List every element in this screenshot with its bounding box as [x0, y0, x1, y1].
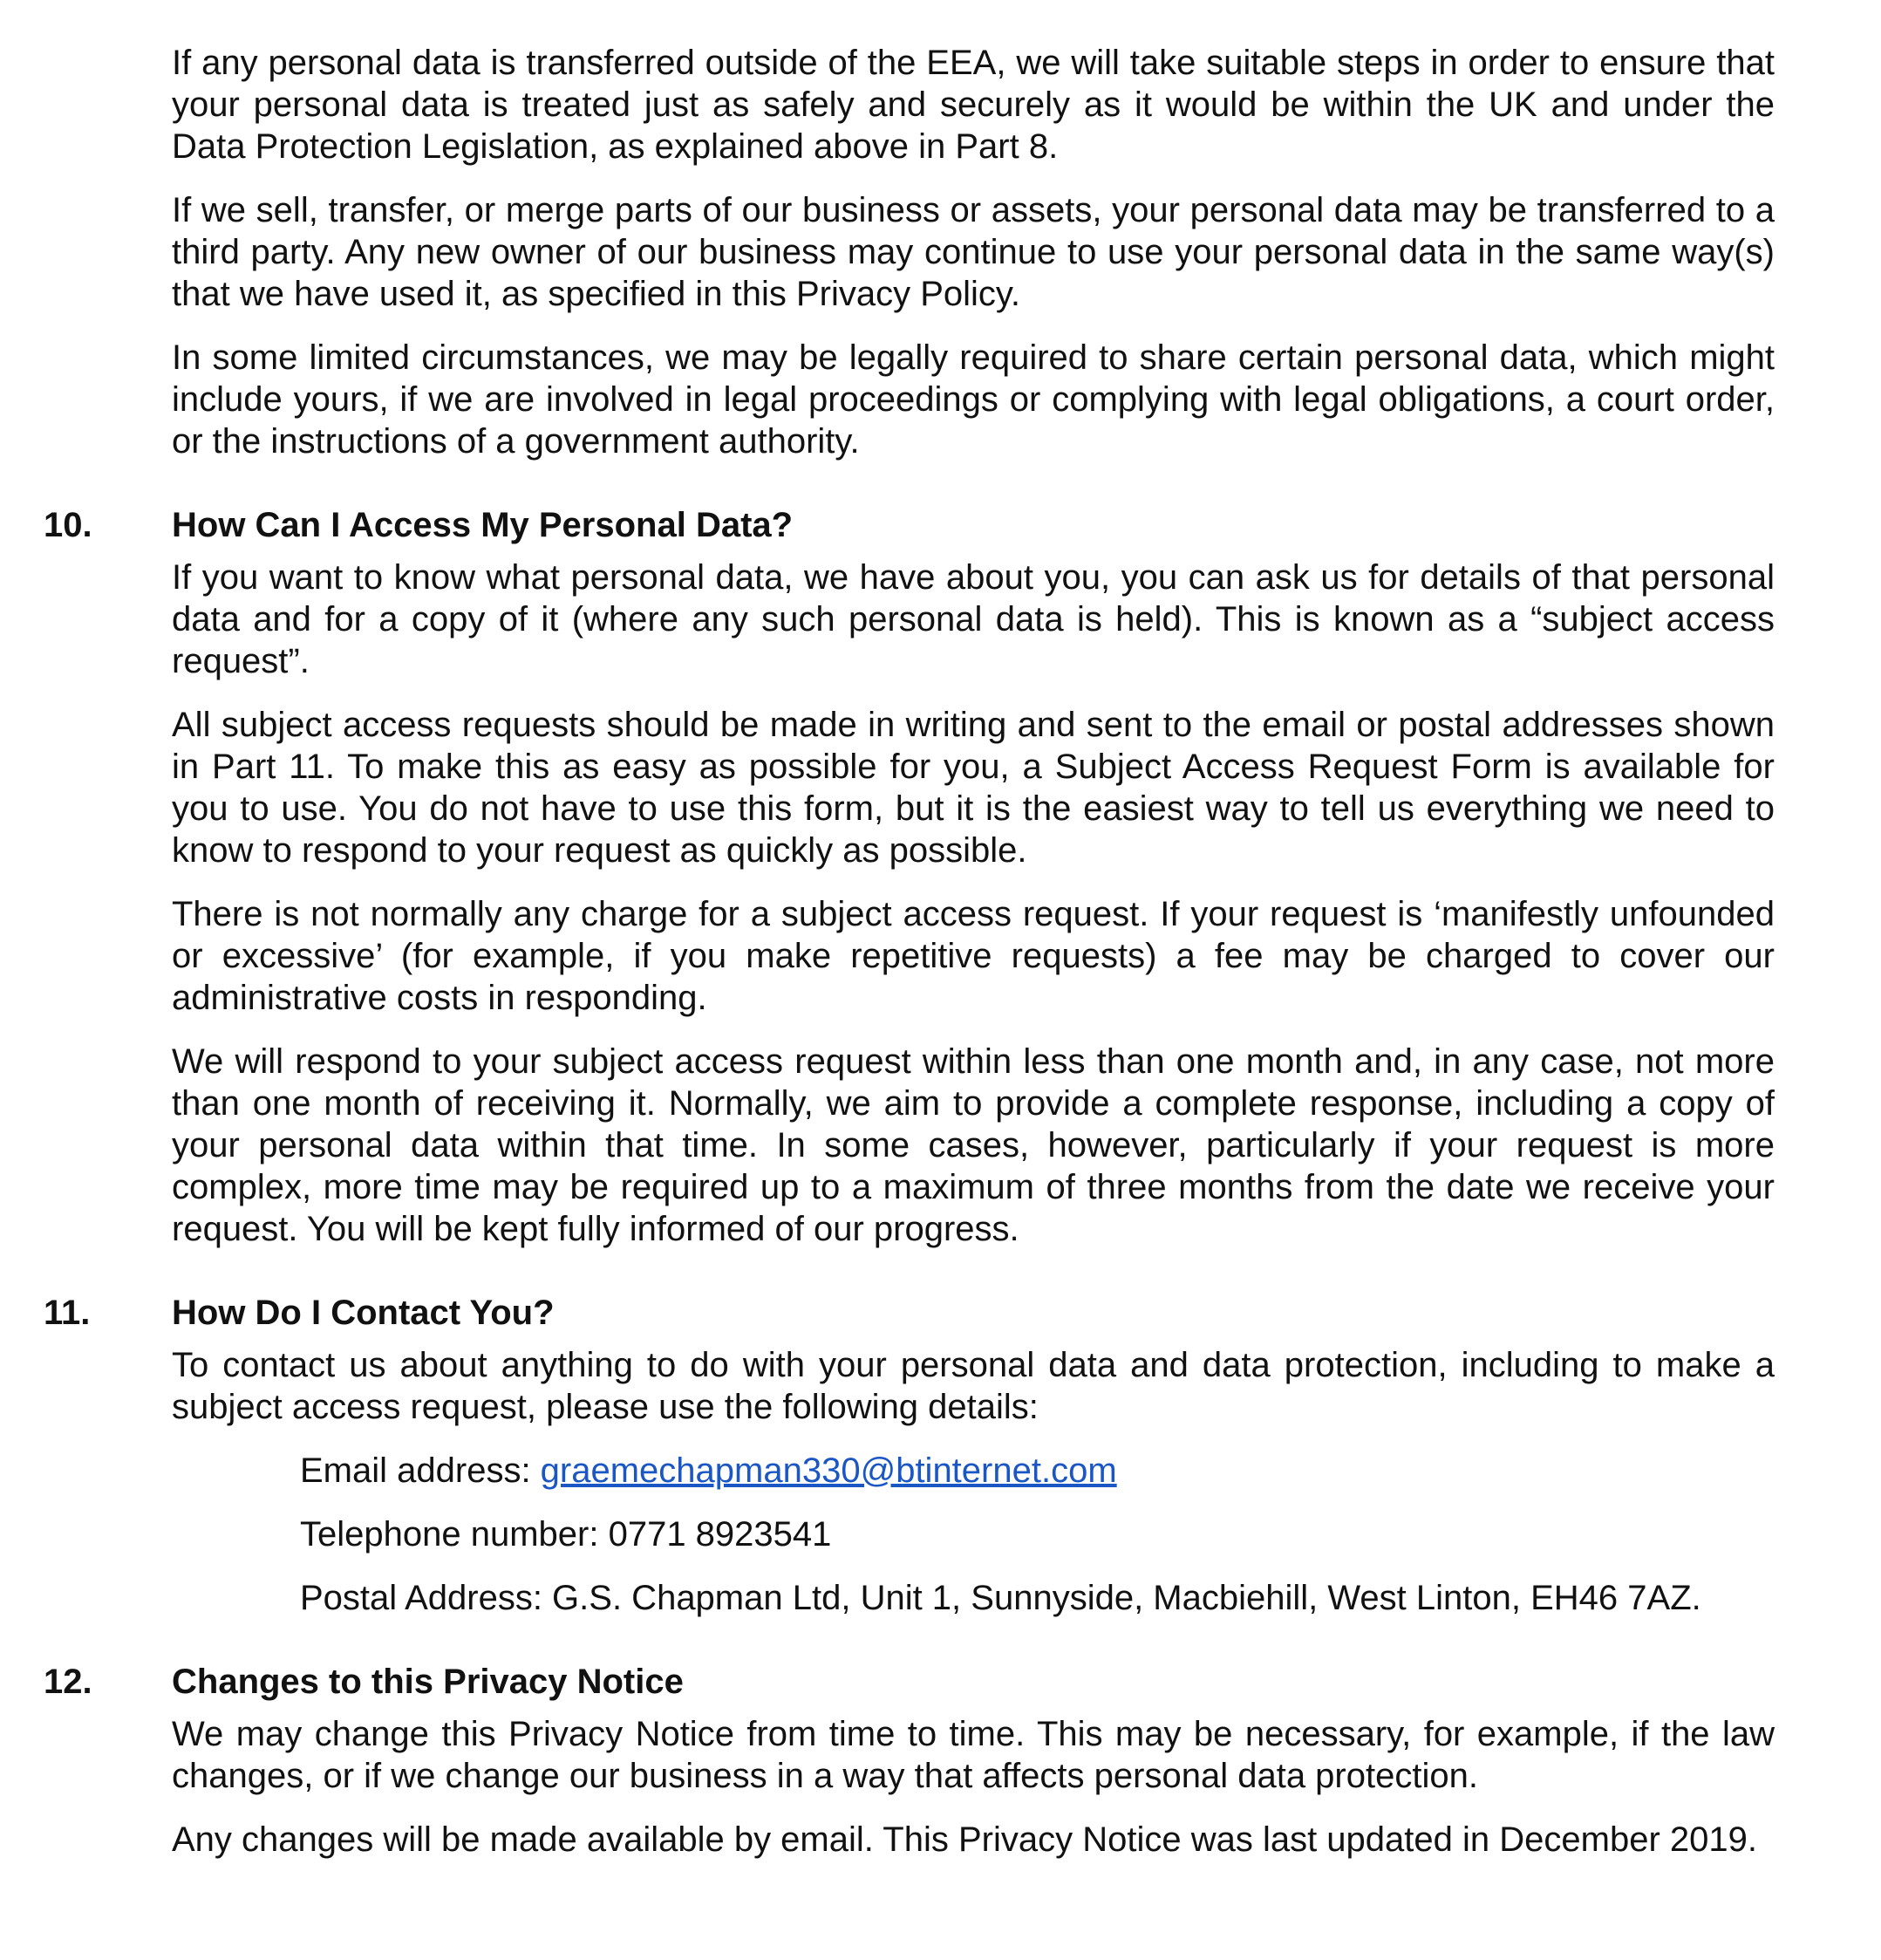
contact-phone-row	[300, 1513, 1881, 1555]
intro-paragraph: If we sell, transfer, or merge parts of our business or assets, your personal data may be transferred to a third party. Any new owner of our business may continue to use your personal data in the same way(s) that we have used it, as specified in this Privacy Policy.	[172, 191, 1775, 313]
section-11	[0, 1292, 1881, 1619]
section-number: 12.	[44, 1663, 92, 1701]
section-12	[0, 1661, 1881, 1861]
section-heading	[0, 1292, 1881, 1334]
section-heading	[0, 1661, 1881, 1703]
intro-paragraph: In some limited circumstances, we may be legally required to share certain personal data, which might include yours, if we are involved in legal proceedings or complying with legal obligations, a court order, or the instructions of a government authority.	[172, 338, 1775, 461]
email-label: Email address:	[300, 1451, 541, 1490]
contact-postal-row	[300, 1577, 1881, 1619]
section-paragraph: There is not normally any charge for a subject access request. If your request is ‘manifestly unfounded or excessive’ (for example, if you make repetitive requests) a fee may be charged to cover our administrative costs in responding.	[172, 895, 1775, 1017]
section-title: How Do I Contact You?	[172, 1294, 555, 1332]
section-number: 10.	[44, 506, 92, 544]
section-paragraph: If you want to know what personal data, we have about you, you can ask us for details of that personal data and for a copy of it (where any such personal data is held). This is known as a “subject access request”.	[172, 558, 1775, 680]
section-title: How Can I Access My Personal Data?	[172, 506, 794, 544]
section-paragraph: To contact us about anything to do with your personal data and data protection, including to make a subject access request, please use the following details:	[172, 1346, 1775, 1426]
section-paragraph: We may change this Privacy Notice from time to time. This may be necessary, for example, if the law changes, or if we change our business in a way that affects personal data protection.	[172, 1715, 1775, 1795]
section-number: 11.	[44, 1294, 91, 1332]
intro-block	[0, 0, 1881, 462]
section-10	[0, 504, 1881, 1250]
section-paragraph: Any changes will be made available by email. This Privacy Notice was last updated in December 2019.	[172, 1820, 1757, 1859]
intro-paragraph: If any personal data is transferred outside of the EEA, we will take suitable steps in order to ensure that your personal data is treated just as safely and securely as it would be within the UK and under the Data Protection Legislation, as explained above in Part 8.	[172, 44, 1775, 166]
section-paragraph: All subject access requests should be made in writing and sent to the email or postal addresses shown in Part 11. To make this as easy as possible for you, a Subject Access Request Form is available for you to use. You do not have to use this form, but it is the easiest way to tell us everything we need to know to respond to your request as quickly as possible.	[172, 706, 1775, 870]
section-title: Changes to this Privacy Notice	[172, 1663, 684, 1701]
phone-label: Telephone number:	[300, 1515, 609, 1554]
section-heading	[0, 504, 1881, 546]
contact-email-row	[300, 1450, 1881, 1492]
section-paragraph: We will respond to your subject access request within less than one month and, in any case, not more than one month of receiving it. Normally, we aim to provide a complete response, including a copy of your personal data within that time. In some cases, however, particularly if your request is more complex, more time may be required up to a maximum of three months from the date we receive your request. You will be kept fully informed of our progress.	[172, 1042, 1775, 1248]
email-link[interactable]: graemechapman330@btinternet.com	[540, 1451, 1117, 1490]
postal-value: G.S. Chapman Ltd, Unit 1, Sunnyside, Macbiehill, West Linton, EH46 7AZ.	[552, 1579, 1701, 1617]
phone-value: 0771 8923541	[608, 1515, 832, 1554]
postal-label: Postal Address:	[300, 1579, 553, 1617]
